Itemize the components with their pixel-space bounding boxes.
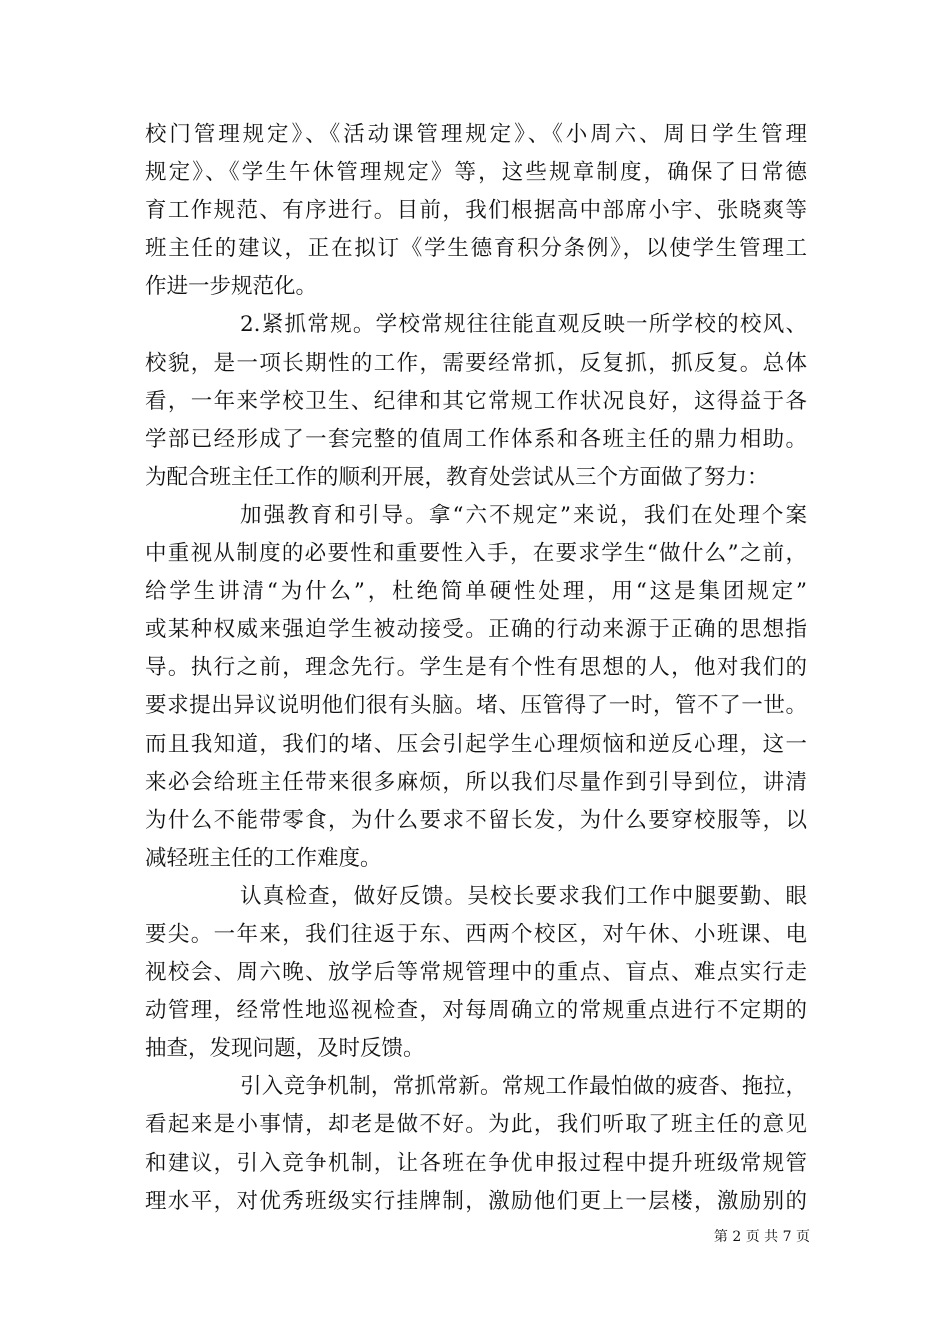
text-line: 和建议，引入竞争机制，让各班在争优申报过程中提升班级常规管: [145, 1150, 807, 1176]
text-line: 看，一年来学校卫生、纪律和其它常规工作状况良好，这得益于各: [145, 388, 807, 414]
text-line: 减轻班主任的工作难度。: [145, 845, 382, 871]
text-line: 班主任的建议，正在拟订《学生德育积分条例》，以使学生管理工: [145, 236, 807, 262]
text-line: 学部已经形成了一套完整的值周工作体系和各班主任的鼎力相助。: [145, 426, 807, 452]
text-line: 来必会给班主任带来很多麻烦，所以我们尽量作到引导到位，讲清: [145, 769, 807, 795]
page-number-footer: 第 2 页 共 7 页: [713, 1229, 810, 1245]
text-line: 视校会、周六晚、放学后等常规管理中的重点、盲点、难点实行走: [145, 960, 807, 986]
text-line: 认真检查，做好反馈。吴校长要求我们工作中腿要勤、眼: [240, 883, 807, 909]
text-line: 要求提出异议说明他们很有头脑。堵、压管得了一时，管不了一世。: [145, 693, 807, 719]
text-line: 为配合班主任工作的顺利开展，教育处尝试从三个方面做了努力：: [145, 464, 769, 490]
text-line: 校门管理规定》、《活动课管理规定》、《小周六、周日学生管理: [145, 122, 807, 147]
text-line: 抽查，发现问题，及时反馈。: [145, 1036, 425, 1062]
text-line: 理水平，对优秀班级实行挂牌制，激励他们更上一层楼，激励别的: [145, 1188, 807, 1214]
text-line: 看起来是小事情，却老是做不好。为此，我们听取了班主任的意见: [145, 1112, 807, 1138]
text-line: 校貌，是一项长期性的工作，需要经常抓，反复抓，抓反复。总体: [145, 350, 807, 376]
text-line: 要尖。一年来，我们往返于东、西两个校区，对午休、小班课、电: [145, 921, 807, 947]
text-line: 给学生讲清“为什么”，杜绝简单硬性处理，用“这是集团规定”: [145, 579, 807, 605]
text-line: 作进一步规范化。: [145, 274, 318, 300]
text-line: 为什么不能带零食，为什么要求不留长发，为什么要穿校服等，以: [145, 807, 807, 833]
text-line: 育工作规范、有序进行。目前，我们根据高中部席小宇、张晓爽等: [145, 198, 807, 224]
text-line: 而且我知道，我们的堵、压会引起学生心理烦恼和逆反心理，这一: [145, 731, 807, 757]
text-line: 加强教育和引导。拿“六不规定”来说，我们在处理个案: [240, 502, 807, 528]
text-line: 中重视从制度的必要性和重要性入手，在要求学生“做什么”之前，: [145, 541, 807, 567]
text-line: 引入竞争机制，常抓常新。常规工作最怕做的疲沓、拖拉，: [240, 1074, 807, 1100]
text-line: 2.紧抓常规。学校常规往往能直观反映一所学校的校风、: [240, 312, 807, 338]
document-body: [145, 116, 807, 1221]
text-line: 规定》、《学生午休管理规定》等，这些规章制度，确保了日常德: [145, 160, 807, 186]
text-line: 或某种权威来强迫学生被动接受。正确的行动来源于正确的思想指: [145, 617, 807, 643]
text-line: 动管理，经常性地巡视检查，对每周确立的常规重点进行不定期的: [145, 998, 807, 1024]
text-line: 导。执行之前，理念先行。学生是有个性有思想的人，他对我们的: [145, 655, 807, 681]
